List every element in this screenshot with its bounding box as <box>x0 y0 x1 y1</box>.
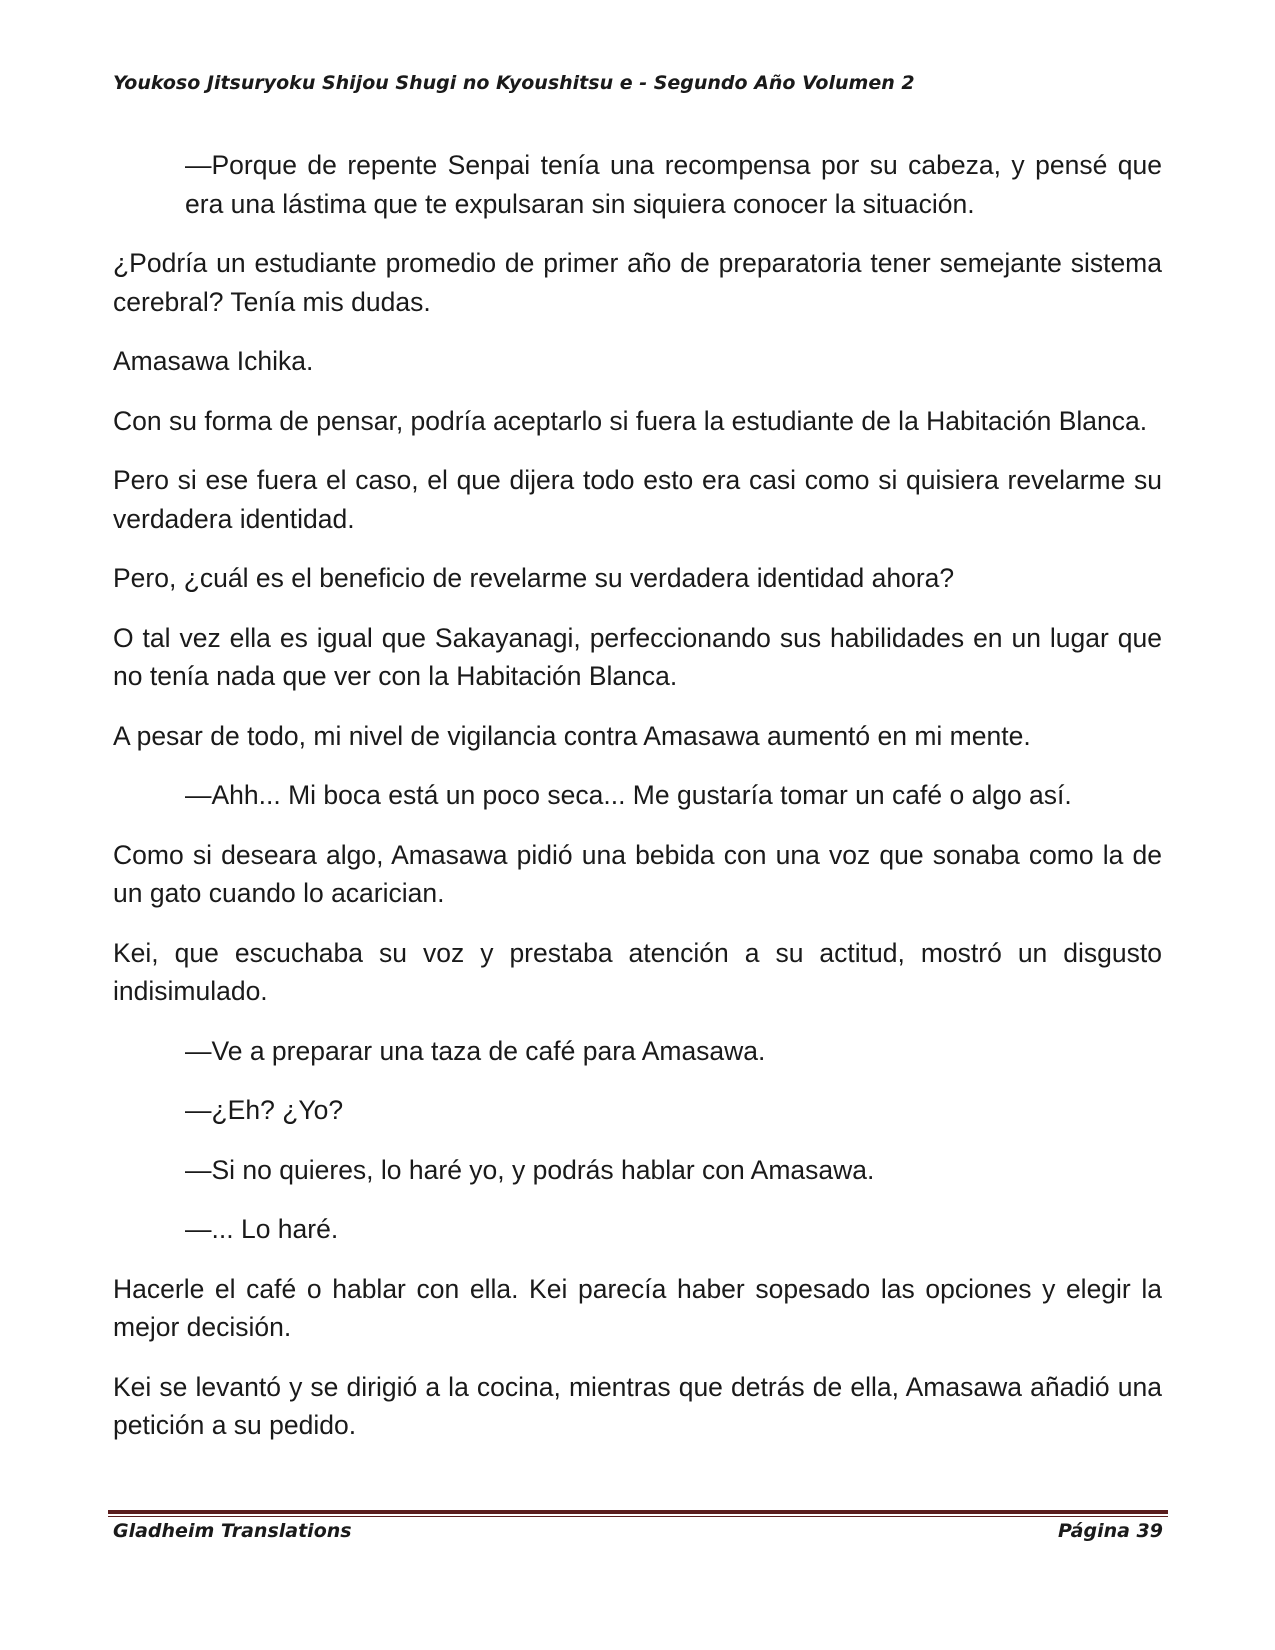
paragraph: Con su forma de pensar, podría aceptarlo si fuera la estudiante de la Habitación Blanca. <box>113 405 1148 436</box>
paragraph: Como si deseara algo, Amasawa pidió una bebida con una voz que sonaba como la de un gato cuando lo acarician. <box>113 839 1162 908</box>
footer-divider-thin <box>108 1516 1168 1517</box>
footer-divider <box>108 1510 1168 1517</box>
paragraph: Hacerle el café o hablar con ella. Kei parecía haber sopesado las opciones y elegir la mejor decisión. <box>113 1273 1162 1342</box>
paragraph: Kei, que escuchaba su voz y prestaba atención a su actitud, mostró un disgusto indisimulado. <box>113 937 1162 1006</box>
footer-divider-thick <box>108 1510 1168 1514</box>
paragraph: Pero, ¿cuál es el beneficio de revelarme su verdadera identidad ahora? <box>113 563 955 593</box>
paragraph: —Ahh... Mi boca está un poco seca... Me gustaría tomar un café o algo así. <box>185 780 1072 810</box>
paragraph: —¿Eh? ¿Yo? <box>185 1095 344 1125</box>
page-header: Youkoso Jitsuryoku Shijou Shugi no Kyoushitsu e - Segundo Año Volumen 2 <box>113 72 915 94</box>
paragraph: —... Lo haré. <box>185 1214 339 1244</box>
paragraph: ¿Podría un estudiante promedio de primer año de preparatoria tener semejante sistema cerebral? Tenía mis dudas. <box>113 248 1162 317</box>
paragraph: O tal vez ella es igual que Sakayanagi, perfeccionando sus habilidades en un lugar que no tenía nada que ver con la Habitación Blanca. <box>113 622 1162 691</box>
footer-credit: Gladheim Translations <box>113 1520 352 1542</box>
paragraph: —Ve a preparar una taza de café para Amasawa. <box>185 1035 766 1066</box>
paragraph: Kei se levantó y se dirigió a la cocina, mientras que detrás de ella, Amasawa añadió una petición a su pedido. <box>113 1371 1162 1440</box>
paragraph: Amasawa Ichika. <box>113 346 314 376</box>
paragraph: Pero si ese fuera el caso, el que dijera todo esto era casi como si quisiera revelarme su verdadera identidad. <box>113 465 1162 534</box>
paragraph: —Porque de repente Senpai tenía una recompensa por su cabeza, y pensé que era una lástima que te expulsaran sin siquiera conocer la situación. <box>185 150 1162 219</box>
paragraph: A pesar de todo, mi nivel de vigilancia contra Amasawa aumentó en mi mente. <box>113 720 1031 751</box>
paragraph: —Si no quieres, lo haré yo, y podrás hablar con Amasawa. <box>185 1154 875 1185</box>
page-number: Página 39 <box>1057 1520 1163 1542</box>
page-body <box>113 146 1162 1466</box>
